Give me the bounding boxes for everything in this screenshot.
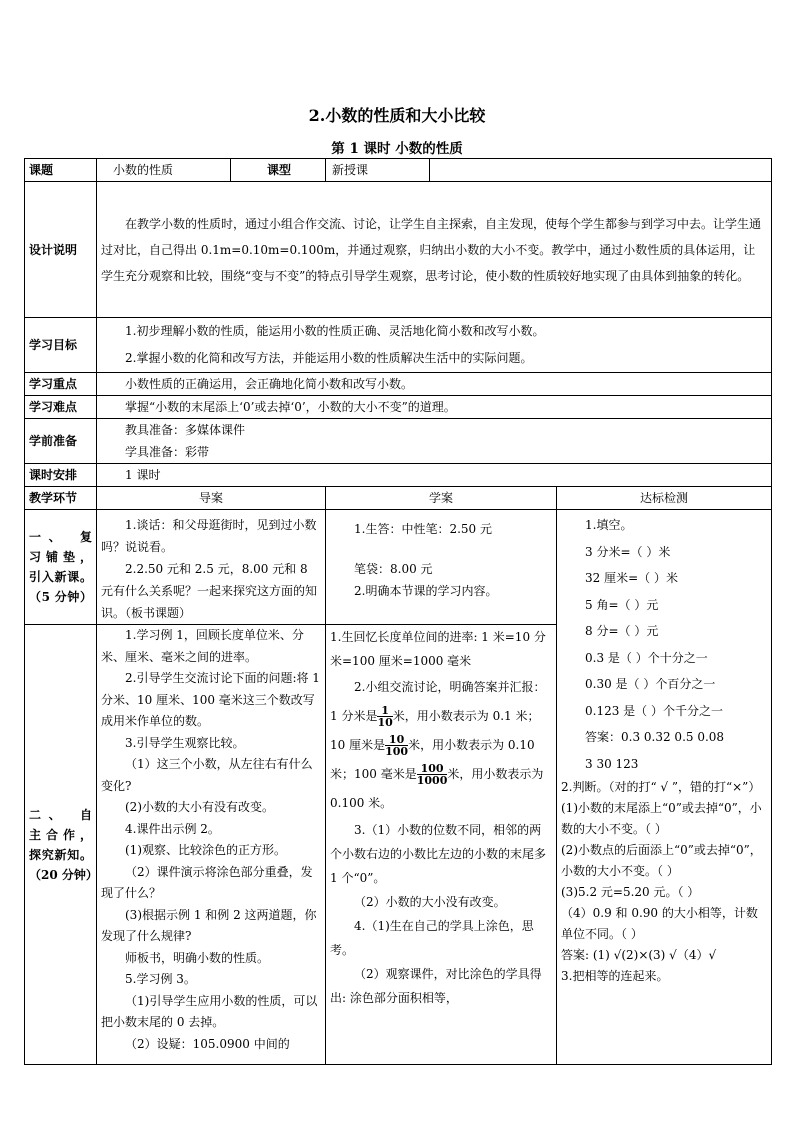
judge-answer: 答案: (1) √(2)×(3) √（4）√ bbox=[561, 948, 717, 962]
stage2-guide-item: （2）设疑：105.0900 中间的 bbox=[125, 1036, 290, 1051]
stage1-label-line: 引入新课。 bbox=[29, 570, 92, 584]
stage1-guide-item: 2.2.50 元和 2.5 元，8.00 元和 8 元有什么关系呢？一起来探究这方面的知识。（板书课题） bbox=[101, 562, 318, 620]
fraction-100-1000 bbox=[417, 763, 448, 786]
stage2-guide-item: 4.课件出示例 2。 bbox=[125, 821, 220, 836]
fraction-numerator: 1 bbox=[377, 705, 392, 717]
stage1-row bbox=[25, 510, 772, 625]
check-fill-section bbox=[561, 512, 767, 777]
label-type: 课型 bbox=[231, 159, 326, 182]
fraction-numerator: 100 bbox=[417, 763, 448, 775]
col-study: 学案 bbox=[326, 487, 557, 510]
fraction-denominator: 1000 bbox=[416, 774, 448, 787]
check-item: 5 角=（ ）元 bbox=[585, 597, 659, 612]
lesson-plan-table bbox=[24, 158, 772, 1065]
header-blank bbox=[430, 159, 772, 182]
stage1-label-line: （5 分钟） bbox=[29, 590, 92, 604]
label-schedule: 课时安排 bbox=[25, 464, 97, 487]
study-text: 米，用小数表示为 0.1 米；10 厘米是 bbox=[330, 709, 540, 752]
stage2-guide-item: 2.引导学生交流讨论下面的问题:将 1 分米、10 厘米、100 毫米这三个数改写成用米作单位的数。 bbox=[101, 671, 320, 728]
stage2-guide-item: 师板书，明确小数的性质。 bbox=[125, 950, 270, 965]
fraction-denominator: 10 bbox=[377, 716, 393, 729]
prep-student: 学具准备：彩带 bbox=[125, 445, 210, 459]
stage1-label-line: 一、 复 bbox=[29, 530, 92, 544]
goals-row bbox=[25, 318, 772, 373]
check-item: 32 厘米=（ ）米 bbox=[585, 571, 678, 585]
check-item: 0.3 是（ ）个十分之一 bbox=[585, 650, 708, 665]
stage2-guide-item: （2）课件演示将涂色部分重叠，发现了什么？ bbox=[101, 864, 313, 900]
stage2-label-line: 主合作， bbox=[29, 827, 92, 842]
stage2-guide-item: （1）这三个小数，从左往右有什么变化? bbox=[101, 757, 313, 793]
prep-teacher: 教具准备：多媒体课件 bbox=[125, 423, 246, 437]
check-item: 0.30 是（ ）个百分之一 bbox=[585, 677, 716, 691]
header-row bbox=[25, 159, 772, 182]
col-guide: 导案 bbox=[97, 487, 326, 510]
type-value: 新授课 bbox=[326, 159, 430, 182]
study-text: 米，用小数表示为 0.100 米。 bbox=[330, 767, 544, 810]
prep-row bbox=[25, 419, 772, 464]
judge-item: (3)5.2 元=5.20 元。（ ） bbox=[561, 885, 700, 899]
study-text: 米，用小数表示为 0.10 米；100 毫米是 bbox=[330, 738, 535, 781]
stage2-label-line: 探究新知。 bbox=[29, 847, 92, 862]
check-judge-section bbox=[561, 777, 767, 987]
stage2-study-item: 1.生回忆长度单位间的进率: 1 米=10 分米=100 厘米=1000 毫米 bbox=[330, 630, 546, 668]
design-text: 在教学小数的性质时，通过小组合作交流、讨论，让学生自主探索，自主发现，使每个学生都参与到学习中去。让学生通过对比，自己得出 0.1m=0.10m=0.100m，并通过观察，归纳出小数的大小不变。教学中，通过小数性质的具体运用，让学生充分观察和比较，围绕“变与不变”的特点引导学生观察，思考讨论，使小数的性质较好地实现了由具体到抽象的转化。 bbox=[101, 216, 762, 283]
goal-item: 1.初步理解小数的性质，能运用小数的性质正确、灵活地化简小数和改写小数。 bbox=[125, 324, 545, 338]
stage2-label-line: 二、 自 bbox=[29, 807, 92, 822]
study-text: 2.小组交流讨论，明确答案并汇报：1 分米是 bbox=[330, 680, 546, 723]
label-prep: 学前准备 bbox=[25, 419, 97, 464]
stage2-guide-item: 5.学习例 3。 bbox=[125, 972, 196, 986]
fraction-1-10 bbox=[377, 705, 392, 728]
stage2-label-line: （20 分钟） bbox=[29, 867, 98, 882]
topic-value: 小数的性质 bbox=[97, 159, 231, 182]
label-stage: 教学环节 bbox=[25, 487, 97, 510]
stage2-guide-item: （1)引导学生应用小数的性质，可以把小数末尾的 0 去掉。 bbox=[101, 993, 318, 1029]
label-topic: 课题 bbox=[25, 159, 97, 182]
fraction-denominator: 100 bbox=[385, 745, 409, 758]
label-focus: 学习重点 bbox=[25, 373, 97, 396]
stage2-study-item: 3.（1）小数的位数不同，相邻的两个小数右边的小数比左边的小数的末尾多 1 个“0”。 bbox=[330, 823, 547, 885]
fraction-numerator: 10 bbox=[385, 734, 408, 746]
stage2-study-item: （2）观察课件，对比涂色的学具得出: 涂色部分面积相等， bbox=[330, 967, 542, 1005]
column-header-row bbox=[25, 487, 772, 510]
stage2-guide-item: (2)小数的大小有没有改变。 bbox=[125, 800, 274, 814]
label-difficulty: 学习难点 bbox=[25, 396, 97, 419]
stage1-label-line: 习铺垫， bbox=[29, 550, 92, 564]
design-row bbox=[25, 182, 772, 318]
stage2-study-item bbox=[330, 673, 552, 818]
stage2-study-item: （2）小数的大小没有改变。 bbox=[354, 895, 506, 909]
check-item: 1.填空。 bbox=[585, 518, 633, 532]
stage1-guide-item: 1.谈话：和父母逛街时，见到过小数吗？说说看。 bbox=[101, 518, 317, 554]
judge-item: 2.判断。（对的打“ √ ”，错的打“×”） bbox=[561, 780, 761, 794]
stage1-label bbox=[25, 510, 97, 625]
stage2-guide-item: (3)根据示例 1 和例 2 这两道题，你发现了什么规律? bbox=[101, 907, 317, 943]
check-answer: 3 30 123 bbox=[585, 756, 639, 771]
stage1-study-item: 笔袋：8.00 元 bbox=[354, 562, 433, 576]
schedule-row bbox=[25, 464, 772, 487]
judge-item: (1)小数的末尾添上“0”或去掉“0”，小数的大小不变。（ ） bbox=[561, 801, 762, 836]
fraction-10-100 bbox=[385, 734, 408, 757]
goal-item: 2.掌握小数的化简和改写方法，并能运用小数的性质解决生活中的实际问题。 bbox=[125, 351, 533, 365]
judge-item: (2)小数点的后面添上“0”或去掉“0”，小数的大小不变。（ ） bbox=[561, 843, 762, 878]
stage2-guide-item: 3.引导学生观察比较。 bbox=[125, 735, 245, 750]
stage1-study-item: 1.生答：中性笔：2.50 元 bbox=[354, 522, 492, 536]
doc-subtitle: 第 1 课时 小数的性质 bbox=[331, 141, 463, 157]
check-item: 8 分=（ ）元 bbox=[585, 624, 659, 638]
label-goals: 学习目标 bbox=[25, 318, 97, 373]
stage2-guide-item: (1)观察、比较涂色的正方形。 bbox=[125, 843, 286, 857]
schedule-text: 1 课时 bbox=[125, 468, 161, 482]
stage2-guide-item: 1.学习例 1，回顾长度单位米、分米、厘米、毫米之间的进率。 bbox=[101, 628, 304, 664]
check-item: 3 分米=（ ）米 bbox=[585, 544, 671, 559]
difficulty-text: 掌握“小数的末尾添上‘0’或去掉‘0’，小数的大小不变”的道理。 bbox=[125, 400, 456, 414]
stage2-label bbox=[25, 625, 97, 1065]
doc-title: 2.小数的性质和大小比较 bbox=[308, 106, 486, 125]
check-item: 0.123 是（ ）个千分之一 bbox=[585, 703, 723, 718]
difficulty-row bbox=[25, 396, 772, 419]
judge-item: 3.把相等的连起来。 bbox=[561, 969, 669, 983]
label-design: 设计说明 bbox=[25, 182, 97, 318]
check-answer: 答案：0.3 0.32 0.5 0.08 bbox=[585, 730, 725, 744]
stage2-study-item: 4.（1)生在自己的学具上涂色，思考。 bbox=[330, 919, 534, 957]
focus-text: 小数性质的正确运用，会正确地化简小数和改写小数。 bbox=[125, 377, 414, 391]
stage1-study-item: 2.明确本节课的学习内容。 bbox=[354, 584, 498, 598]
judge-item: （4）0.9 和 0.90 的大小相等，计数单位不同。（ ） bbox=[561, 906, 758, 941]
focus-row bbox=[25, 373, 772, 396]
col-check: 达标检测 bbox=[557, 487, 772, 510]
